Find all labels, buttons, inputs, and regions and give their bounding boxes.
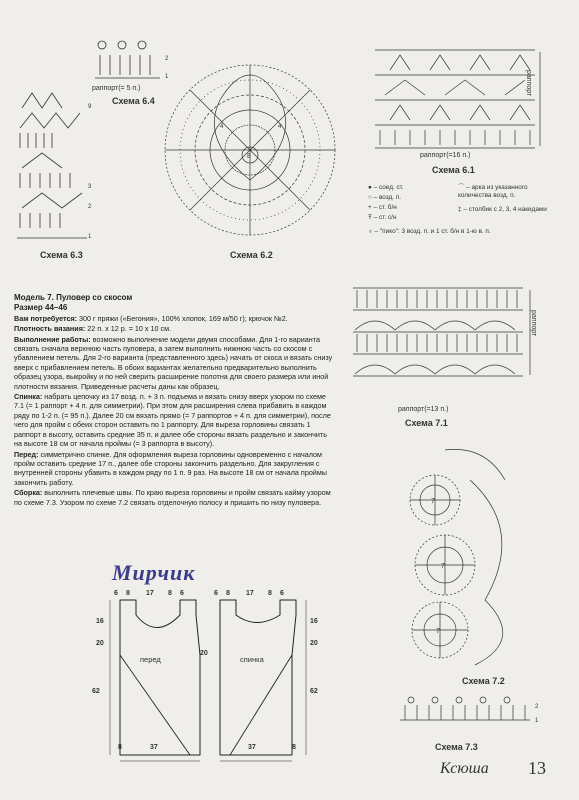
svg-text:4: 4 (220, 124, 224, 130)
front-top-dim-3: 17 (146, 590, 154, 597)
scheme-6-2-caption: Схема 6.2 (230, 250, 273, 260)
back-top-dim-3: 17 (246, 590, 254, 597)
front-left-dim-2: 20 (96, 640, 104, 647)
front-top-dim-1: 6 (114, 590, 118, 597)
front-instructions: Перед: симметрично спинке. Для оформления выреза горловины одновременно с началом пройм оставить средние 17 п., далее обе стороны закончить раздельно. Для закругления с внутренней стороны убавить в каждом ряду по 1 п. 9 раз. На высоте 18 см от начала проймы закончить работу. (14, 449, 327, 487)
legend-item-arch: ⌒ – арка из указанного количества возд. п. (458, 184, 528, 199)
back-right-dim-3: 62 (310, 688, 318, 695)
front-label: перед (140, 655, 161, 664)
legend-item-chain: ○ – возд. п. (368, 194, 402, 201)
legend-item-picot: ♁ – "пико": 3 возд. п. и 1 ст. б/н в 1-ю в. п. (368, 228, 491, 235)
back-top-dim-2: 8 (226, 590, 230, 597)
assembly-instructions: Сборка: выполнить плечевые швы. По краю выреза горловины и пройм связать кайму узором по схеме 7.3. Узором по схеме 7.2 связать отделочную полосу и пришить по низу пуловера. (14, 488, 331, 507)
legend-item-multi: ‡ – столбик с 2, 3, 4 накидами (458, 206, 547, 213)
work-instructions: Выполнение работы: возможно выполнение модели двумя способами. Для 1-го варианта связать сначала верхнюю часть пуловера, а затем выполнить нижнюю часть со скосом с убавлением петель. Для 2-го варианта (представленного здесь) начать от скоса и вязать снизу вверх с прибавлением петель. В обоих вариантах желательно предварительно выполнить образец узора, выкройку и по ней сверить расширение полотна для своего размера или иной плотности вязания. Приведенные расчеты даны как образец. (14, 334, 333, 391)
back-bottom-dim-1: 8 (292, 744, 296, 751)
scheme-6-4-caption: Схема 6.4 (112, 96, 155, 106)
chart-6-3 (12, 88, 97, 248)
svg-text:2: 2 (88, 204, 92, 210)
back-instructions: Спинка: набрать цепочку из 17 возд. п. + 3 п. подъема и вязать снизу вверх узором по схеме 7.1 (= 1 раппорт + 4 п. для симметрии). При этом для расширения слева прибавить в каждом ряду по 1-2 п. (= 95 п.). Далее 20 см вязать прямо (= 7 раппортов + 4 п. для симметрии), после чего для пройм с обеих сторон оставить по 1 раппорту. Для выреза горловины связать 1 раппорт в высоту, оставить средние 35 п. и далее обе стороны вязать раздельно и закончить на высоте 18 см от начала проймы (= 3 раппорта в высоту). (14, 392, 331, 449)
article-title: Модель 7. Пуловер со скосом (14, 293, 133, 302)
watermark-stamp: Мирчик (112, 560, 196, 585)
back-top-dim-4: 8 (268, 590, 272, 597)
materials: Вам потребуется: 300 г пряжи («Бегония», 100% хлопок, 169 м/50 г); крючок №2. (14, 313, 288, 323)
scheme-7-1-caption: Схема 7.1 (405, 418, 448, 428)
rapport-vertical-label-7-1: раппорт (530, 310, 537, 337)
rapport-5-label: раппорт(= 5 п.) (92, 85, 141, 92)
chart-6-2 (150, 40, 350, 240)
front-left-dim-3: 62 (92, 688, 100, 695)
chart-6-1 (370, 40, 550, 160)
chart-7-1 (345, 280, 545, 400)
svg-text:8: 8 (247, 153, 251, 160)
magazine-brand: Ксюша (440, 760, 489, 777)
rapport-vertical-label-6-1: раппорт (525, 70, 532, 97)
rapport-16-label: раппорт(=16 п.) (420, 152, 471, 159)
back-bottom-dim-2: 37 (248, 744, 256, 751)
svg-text:1: 1 (88, 234, 92, 240)
back-right-dim-1: 16 (310, 618, 318, 625)
scheme-7-2-caption: Схема 7.2 (462, 676, 505, 686)
front-bottom-dim-2: 37 (150, 744, 158, 751)
svg-text:2: 2 (535, 704, 539, 710)
svg-text:7: 7 (436, 628, 440, 635)
legend-item-dc: Ŧ – ст. с/н (368, 214, 397, 221)
legend-item-slip: ● – соед. ст. (368, 184, 404, 191)
back-top-dim-1: 6 (214, 590, 218, 597)
front-top-dim-4: 8 (168, 590, 172, 597)
scheme-6-1-caption: Схема 6.1 (432, 165, 475, 175)
scheme-7-3-caption: Схема 7.3 (435, 742, 478, 752)
svg-text:7: 7 (431, 498, 435, 505)
article-size: Размер 44–46 (14, 303, 68, 313)
garment-pattern (80, 585, 340, 765)
middle-dim: 20 (200, 650, 208, 657)
svg-text:2: 2 (165, 56, 169, 62)
chart-7-3 (395, 690, 545, 730)
density: Плотность вязания: 22 п. х 12 р. = 10 х 10 см. (14, 324, 172, 334)
legend-item-sc: + – ст. б/н (368, 204, 397, 211)
page-number: 13 (528, 758, 546, 778)
svg-text:1: 1 (165, 74, 169, 80)
back-top-dim-5: 6 (280, 590, 284, 597)
svg-text:1: 1 (535, 718, 539, 724)
chart-7-2 (375, 440, 555, 675)
svg-text:3: 3 (88, 184, 92, 190)
svg-text:4: 4 (278, 124, 282, 130)
back-right-dim-2: 20 (310, 640, 318, 647)
rapport-13-label: раппорт(=13 п.) (398, 406, 449, 413)
front-top-dim-5: 6 (180, 590, 184, 597)
front-left-dim-1: 16 (96, 618, 104, 625)
front-bottom-dim-1: 8 (118, 744, 122, 751)
svg-text:7: 7 (441, 563, 445, 570)
svg-text:9: 9 (88, 104, 92, 110)
back-label: спинка (240, 655, 264, 664)
front-top-dim-2: 8 (126, 590, 130, 597)
scheme-6-3-caption: Схема 6.3 (40, 250, 83, 260)
article-body (14, 293, 336, 508)
